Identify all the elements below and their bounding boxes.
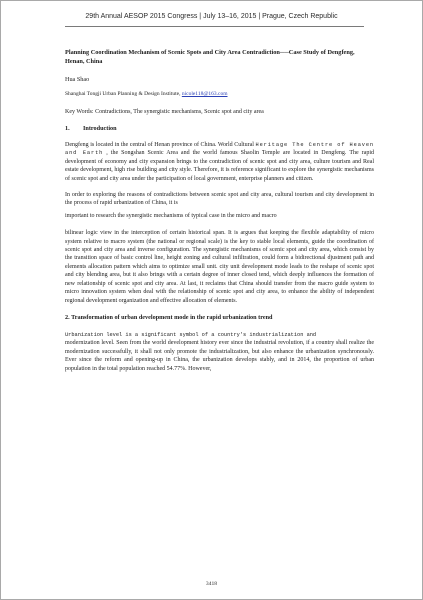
section-2-heading: [65, 314, 374, 322]
author-affiliation: [65, 90, 374, 98]
intro-paragraph-2: In order to exploring the reasons of contradictions between scenic spot and city area, cultural tourism and city development in the process of rapid urbanization of China, it is: [65, 192, 374, 207]
section-1-heading: [65, 125, 374, 133]
intro-paragraph-3: important to research the synergistic mechanisms of typical case in the micro and macro: [65, 212, 277, 219]
intro-paragraph-1: [65, 141, 374, 183]
page-content: [65, 48, 374, 373]
section-2-title: Transformation of urban development mode in the rapid urbanization trend: [71, 313, 273, 321]
section-1-number: 1.: [65, 125, 70, 132]
section-2-number: 2.: [65, 313, 70, 321]
author-email-link[interactable]: nicole118@163.com: [181, 91, 228, 97]
section-1-title: Introduction: [83, 125, 117, 132]
intro-p1-start: Dengfeng is located in the central of Henan province of China. World Cultural: [65, 142, 254, 148]
keywords: Key Words: Contradictions, The synergistic mechanisms, Scenic spot and city area: [65, 109, 264, 115]
page-number: 3418: [205, 581, 218, 587]
paper-title: Planning Coordination Mechanism of Scenic Spots and City Area Contradiction──Case Study of Dengfeng, Henan, China: [65, 49, 355, 65]
s2-p1-mono: Urbanization level is a significant symbol of a country's industrialization and: [65, 331, 317, 338]
header-rule: [65, 26, 364, 27]
author-name: Hua Shao: [65, 76, 90, 83]
s2-p1-rest: modernization level. Seen from the world development history ever since the industrial revolution, if a country shall realize the modernization successfully, it shall not only promote the industrialization, but also enhance the urbanization synchronously. Ever since the reform and opening-up in China, the urbanization develops stably, and in 2014, the proportion of urban population in the total population reached 54.77%. However,: [65, 340, 374, 372]
intro-paragraph-4: bilinear logic view in the interception of certain historical span. It is argues that keeping the flexible adaptability of micro system relative to macro system (the national or regional scale) is the key to stable local elements, guide the coordination of scenic spot and city area and inverse configuration. The synergistic mechanisms of scenic spot and city area, which consist by the transition space of basic control line, height zoning and cultural infiltration, could form a bidirectional djustment path and elements allocation pattern which aims to optimize small unit. city unit development mode leads to the reshape of scenic spot and city blending area, but it also brings with a certain degree of inner closed tend, which deeply influences the formation of new relationship of scenic spot and city area. At last, it reclaims that China should transfer from the macro guide system to micro innovation system when deal with the relationship of scenic spot and city area, to enhance the ability of independent regional development organization and effective allocation of elements.: [65, 230, 374, 304]
section-2-paragraph-1: [65, 331, 374, 373]
affiliation-text: Shanghai Tongji Urban Planning & Design Institute,: [65, 91, 182, 97]
intro-p1-heritage: Heritage The Centre of Heaven and Earth: [65, 142, 375, 157]
intro-p1-rest: , the Songshan Scenic Area and the world famous Shaolin Temple are located in Dengfeng. The rapid development of economy and city expansion brings to the contradiction of scenic spot and city area, culture tourism and Real estate development, high rise building and city style. Therefore, it is reference significant to explore the synergistic mechanisms of scenic spot and city area under the participation of local government, enterprise planners and citizen.: [65, 150, 375, 182]
running-header: 29th Annual AESOP 2015 Congress | July 13–16, 2015 | Prague, Czech Republic: [85, 13, 338, 20]
